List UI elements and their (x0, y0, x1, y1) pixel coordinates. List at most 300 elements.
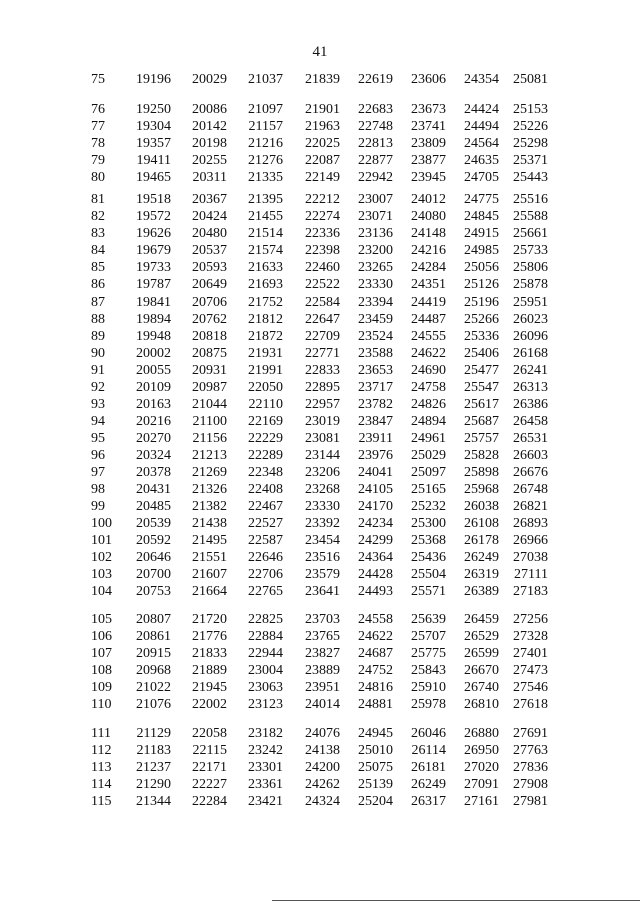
value-cell: 22227 (192, 776, 227, 792)
value-cell: 23782 (358, 397, 393, 412)
value-cell: 21514 (248, 225, 283, 241)
value-cell: 23361 (248, 776, 283, 792)
value-cell: 24622 (411, 345, 446, 361)
value-cell: 24012 (411, 192, 446, 207)
value-cell: 20029 (192, 72, 227, 87)
value-cell: 24555 (411, 328, 446, 344)
value-cell: 22765 (248, 583, 283, 599)
value-cell: 24915 (464, 225, 499, 241)
value-cell: 22825 (248, 612, 283, 627)
value-cell: 22460 (305, 259, 340, 275)
value-cell: 21839 (305, 72, 340, 87)
value-cell: 22002 (192, 696, 227, 712)
value-cell: 22149 (305, 169, 340, 185)
value-cell: 19894 (136, 311, 171, 327)
value-cell: 24080 (411, 208, 446, 224)
value-cell: 20915 (136, 645, 171, 661)
value-cell: 20537 (192, 242, 227, 258)
value-cell: 25029 (411, 447, 446, 463)
value-cell: 21963 (305, 118, 340, 134)
value-cell: 21097 (248, 102, 283, 117)
value-cell: 26740 (464, 679, 499, 695)
row-index-cell: 89 (91, 328, 105, 344)
value-cell: 26241 (513, 362, 548, 378)
value-cell: 22957 (305, 397, 340, 412)
value-cell: 20987 (192, 379, 227, 395)
value-cell: 26458 (513, 413, 548, 429)
value-cell: 22284 (192, 793, 227, 809)
row-index-cell: 115 (91, 793, 112, 809)
value-cell: 26249 (464, 549, 499, 565)
value-cell: 27161 (464, 793, 499, 809)
value-cell: 20378 (136, 464, 171, 480)
value-cell: 24622 (358, 628, 393, 644)
value-cell: 26893 (513, 515, 548, 531)
value-cell: 26108 (464, 515, 499, 531)
value-cell: 21157 (248, 118, 283, 134)
value-cell: 24014 (305, 696, 340, 712)
value-cell: 23606 (411, 72, 446, 87)
value-cell: 21931 (248, 345, 283, 361)
value-cell: 26810 (464, 696, 499, 712)
value-cell: 19841 (136, 295, 171, 310)
value-cell: 20875 (192, 345, 227, 361)
value-cell: 23063 (248, 679, 283, 695)
value-cell: 24961 (411, 430, 446, 446)
value-cell: 21991 (248, 362, 283, 378)
value-cell: 21382 (192, 499, 227, 514)
value-cell: 26319 (464, 566, 499, 582)
value-cell: 23136 (358, 225, 393, 241)
value-cell: 20142 (192, 118, 227, 134)
value-cell: 20324 (136, 447, 171, 463)
value-cell: 23454 (305, 532, 340, 548)
value-cell: 26168 (513, 345, 548, 361)
value-cell: 26531 (513, 430, 548, 446)
value-cell: 25165 (411, 481, 446, 497)
value-cell: 26317 (411, 793, 446, 809)
value-cell: 23392 (305, 515, 340, 531)
value-cell: 21633 (248, 259, 283, 275)
value-cell: 22895 (305, 379, 340, 395)
value-cell: 23877 (411, 152, 446, 168)
value-cell: 21129 (136, 726, 171, 741)
value-cell: 20163 (136, 397, 171, 412)
row-index-cell: 103 (91, 566, 112, 582)
value-cell: 21395 (248, 192, 283, 207)
value-cell: 22646 (248, 549, 283, 565)
value-cell: 19626 (136, 225, 171, 241)
row-index-cell: 81 (91, 192, 105, 207)
row-index-cell: 76 (91, 102, 105, 117)
value-cell: 23516 (305, 549, 340, 565)
value-cell: 27183 (513, 583, 548, 599)
value-cell: 24635 (464, 152, 499, 168)
value-cell: 21872 (248, 328, 283, 344)
value-cell: 24428 (358, 566, 393, 582)
value-cell: 22813 (358, 135, 393, 151)
row-index-cell: 88 (91, 311, 105, 327)
value-cell: 23007 (358, 192, 393, 207)
value-cell: 21901 (305, 102, 340, 117)
value-cell: 26114 (411, 742, 446, 758)
value-cell: 22748 (358, 118, 393, 134)
row-index-cell: 92 (91, 379, 105, 395)
value-cell: 22212 (305, 192, 340, 207)
value-cell: 24494 (464, 118, 499, 134)
value-cell: 21551 (192, 549, 227, 565)
value-cell: 24299 (358, 532, 393, 548)
value-cell: 27328 (513, 628, 548, 644)
value-cell: 22833 (305, 362, 340, 378)
value-cell: 22706 (248, 566, 283, 582)
value-cell: 24845 (464, 208, 499, 224)
row-index-cell: 114 (91, 776, 112, 792)
value-cell: 21693 (248, 276, 283, 292)
value-cell: 22169 (248, 413, 283, 429)
value-cell: 24424 (464, 102, 499, 117)
row-index-cell: 85 (91, 259, 105, 275)
value-cell: 21455 (248, 208, 283, 224)
value-cell: 23809 (411, 135, 446, 151)
value-cell: 19357 (136, 135, 171, 151)
value-cell: 26748 (513, 481, 548, 497)
value-cell: 22467 (248, 499, 283, 514)
value-cell: 21269 (192, 464, 227, 480)
value-cell: 23524 (358, 328, 393, 344)
value-cell: 21237 (136, 759, 171, 775)
value-cell: 23265 (358, 259, 393, 275)
value-cell: 23976 (358, 447, 393, 463)
value-cell: 22058 (192, 726, 227, 741)
value-cell: 25878 (513, 276, 548, 292)
value-cell: 25828 (464, 447, 499, 463)
value-cell: 23330 (305, 499, 340, 514)
value-cell: 20753 (136, 583, 171, 599)
value-cell: 23588 (358, 345, 393, 361)
value-cell: 19250 (136, 102, 171, 117)
value-cell: 22229 (248, 430, 283, 446)
value-cell: 22522 (305, 276, 340, 292)
value-cell: 25733 (513, 242, 548, 258)
value-cell: 25204 (358, 793, 393, 809)
value-cell: 22115 (192, 742, 227, 758)
value-cell: 21812 (248, 311, 283, 327)
row-index-cell: 102 (91, 549, 112, 565)
value-cell: 22587 (248, 532, 283, 548)
value-cell: 19733 (136, 259, 171, 275)
value-cell: 22709 (305, 328, 340, 344)
value-cell: 23394 (358, 295, 393, 310)
value-cell: 25617 (464, 397, 499, 412)
row-index-cell: 108 (91, 662, 112, 678)
value-cell: 26599 (464, 645, 499, 661)
row-index-cell: 83 (91, 225, 105, 241)
value-cell: 24985 (464, 242, 499, 258)
value-cell: 24945 (358, 726, 393, 741)
value-cell: 25547 (464, 379, 499, 395)
value-cell: 25910 (411, 679, 446, 695)
value-cell: 22584 (305, 295, 340, 310)
value-cell: 20216 (136, 413, 171, 429)
row-index-cell: 101 (91, 532, 112, 548)
value-cell: 22647 (305, 311, 340, 327)
value-cell: 20311 (192, 169, 227, 185)
value-cell: 20086 (192, 102, 227, 117)
value-cell: 20931 (192, 362, 227, 378)
value-cell: 24148 (411, 225, 446, 241)
value-cell: 20968 (136, 662, 171, 678)
value-cell: 26023 (513, 311, 548, 327)
value-cell: 24105 (358, 481, 393, 497)
value-cell: 25153 (513, 102, 548, 117)
value-cell: 20424 (192, 208, 227, 224)
value-cell: 25298 (513, 135, 548, 151)
value-cell: 23206 (305, 464, 340, 480)
page-number: 41 (312, 44, 328, 60)
value-cell: 27836 (513, 759, 548, 775)
value-cell: 21607 (192, 566, 227, 582)
value-cell: 23004 (248, 662, 283, 678)
value-cell: 23268 (305, 481, 340, 497)
value-cell: 26181 (411, 759, 446, 775)
value-cell: 25504 (411, 566, 446, 582)
value-cell: 25406 (464, 345, 499, 361)
value-cell: 27401 (513, 645, 548, 661)
value-cell: 25898 (464, 464, 499, 480)
value-cell: 22087 (305, 152, 340, 168)
value-cell: 22110 (248, 397, 283, 412)
value-cell: 25707 (411, 628, 446, 644)
value-cell: 24076 (305, 726, 340, 741)
value-cell: 21276 (248, 152, 283, 168)
value-cell: 27091 (464, 776, 499, 792)
value-cell: 24216 (411, 242, 446, 258)
value-cell: 24041 (358, 464, 393, 480)
row-index-cell: 104 (91, 583, 112, 599)
value-cell: 24690 (411, 362, 446, 378)
value-cell: 26821 (513, 499, 548, 514)
row-index-cell: 77 (91, 118, 105, 134)
value-cell: 22527 (248, 515, 283, 531)
value-cell: 25010 (358, 742, 393, 758)
value-cell: 26046 (411, 726, 446, 741)
value-cell: 24284 (411, 259, 446, 275)
value-cell: 27618 (513, 696, 548, 712)
value-cell: 20480 (192, 225, 227, 241)
value-cell: 26313 (513, 379, 548, 395)
value-cell: 25300 (411, 515, 446, 531)
value-cell: 20649 (192, 276, 227, 292)
value-cell: 21213 (192, 447, 227, 463)
value-cell: 25978 (411, 696, 446, 712)
value-cell: 21833 (192, 645, 227, 661)
value-cell: 25056 (464, 259, 499, 275)
value-cell: 25196 (464, 295, 499, 310)
value-cell: 21335 (248, 169, 283, 185)
value-cell: 26459 (464, 612, 499, 627)
value-cell: 23579 (305, 566, 340, 582)
value-cell: 20002 (136, 345, 171, 361)
value-cell: 21037 (248, 72, 283, 87)
value-cell: 20109 (136, 379, 171, 395)
value-cell: 19465 (136, 169, 171, 185)
value-cell: 26178 (464, 532, 499, 548)
value-cell: 24262 (305, 776, 340, 792)
value-cell: 25571 (411, 583, 446, 599)
value-cell: 20762 (192, 311, 227, 327)
row-index-cell: 98 (91, 481, 105, 497)
row-index-cell: 105 (91, 612, 112, 627)
value-cell: 26950 (464, 742, 499, 758)
value-cell: 27020 (464, 759, 499, 775)
value-cell: 23182 (248, 726, 283, 741)
value-cell: 21945 (192, 679, 227, 695)
value-cell: 26249 (411, 776, 446, 792)
row-index-cell: 96 (91, 447, 105, 463)
value-cell: 21574 (248, 242, 283, 258)
value-cell: 20818 (192, 328, 227, 344)
value-cell: 27038 (513, 549, 548, 565)
value-cell: 24881 (358, 696, 393, 712)
value-cell: 26966 (513, 532, 548, 548)
value-cell: 20431 (136, 481, 171, 497)
value-cell: 23703 (305, 612, 340, 627)
value-cell: 19787 (136, 276, 171, 292)
value-cell: 23459 (358, 311, 393, 327)
value-cell: 20861 (136, 628, 171, 644)
value-cell: 19948 (136, 328, 171, 344)
value-cell: 20592 (136, 532, 171, 548)
row-index-cell: 80 (91, 169, 105, 185)
value-cell: 22025 (305, 135, 340, 151)
value-cell: 24558 (358, 612, 393, 627)
value-cell: 21100 (192, 413, 227, 429)
value-cell: 20255 (192, 152, 227, 168)
value-cell: 20539 (136, 515, 171, 531)
bottom-rule (272, 900, 640, 901)
value-cell: 23889 (305, 662, 340, 678)
row-index-cell: 111 (91, 726, 111, 741)
value-cell: 23741 (411, 118, 446, 134)
value-cell: 24752 (358, 662, 393, 678)
value-cell: 20270 (136, 430, 171, 446)
value-cell: 23019 (305, 413, 340, 429)
value-cell: 22771 (305, 345, 340, 361)
value-cell: 20367 (192, 192, 227, 207)
value-cell: 19679 (136, 242, 171, 258)
value-cell: 21776 (192, 628, 227, 644)
value-cell: 24493 (358, 583, 393, 599)
row-index-cell: 86 (91, 276, 105, 292)
value-cell: 25371 (513, 152, 548, 168)
value-cell: 26386 (513, 397, 548, 412)
value-cell: 24234 (358, 515, 393, 531)
value-cell: 25368 (411, 532, 446, 548)
row-index-cell: 75 (91, 72, 105, 87)
value-cell: 25097 (411, 464, 446, 480)
value-cell: 26038 (464, 499, 499, 514)
row-index-cell: 109 (91, 679, 112, 695)
value-cell: 23641 (305, 583, 340, 599)
value-cell: 27256 (513, 612, 548, 627)
value-cell: 20706 (192, 295, 227, 310)
value-cell: 25757 (464, 430, 499, 446)
value-cell: 25843 (411, 662, 446, 678)
row-index-cell: 82 (91, 208, 105, 224)
value-cell: 22274 (305, 208, 340, 224)
value-cell: 24705 (464, 169, 499, 185)
value-cell: 26096 (513, 328, 548, 344)
value-cell: 23717 (358, 379, 393, 395)
value-cell: 23847 (358, 413, 393, 429)
value-cell: 21438 (192, 515, 227, 531)
value-cell: 25443 (513, 169, 548, 185)
value-cell: 21344 (136, 793, 171, 809)
value-cell: 25588 (513, 208, 548, 224)
value-cell: 20646 (136, 549, 171, 565)
value-cell: 26676 (513, 464, 548, 480)
row-index-cell: 91 (91, 362, 105, 378)
value-cell: 19196 (136, 72, 171, 87)
row-index-cell: 99 (91, 499, 105, 514)
value-cell: 25139 (358, 776, 393, 792)
value-cell: 24775 (464, 192, 499, 207)
value-cell: 24364 (358, 549, 393, 565)
value-cell: 25232 (411, 499, 446, 514)
value-cell: 22050 (248, 379, 283, 395)
row-index-cell: 84 (91, 242, 105, 258)
value-cell: 22171 (192, 759, 227, 775)
value-cell: 24324 (305, 793, 340, 809)
value-cell: 25075 (358, 759, 393, 775)
value-cell: 23765 (305, 628, 340, 644)
value-cell: 20807 (136, 612, 171, 627)
value-cell: 24138 (305, 742, 340, 758)
value-cell: 23673 (411, 102, 446, 117)
value-cell: 24826 (411, 397, 446, 412)
value-cell: 19572 (136, 208, 171, 224)
value-cell: 21495 (192, 532, 227, 548)
value-cell: 25081 (513, 72, 548, 87)
row-index-cell: 79 (91, 152, 105, 168)
row-index-cell: 106 (91, 628, 112, 644)
value-cell: 21156 (192, 430, 227, 446)
value-cell: 19304 (136, 118, 171, 134)
value-cell: 25661 (513, 225, 548, 241)
value-cell: 20198 (192, 135, 227, 151)
value-cell: 27981 (513, 793, 548, 809)
value-cell: 24419 (411, 295, 446, 310)
value-cell: 23653 (358, 362, 393, 378)
value-cell: 25516 (513, 192, 548, 207)
value-cell: 21720 (192, 612, 227, 627)
value-cell: 21044 (192, 397, 227, 412)
value-cell: 22683 (358, 102, 393, 117)
value-cell: 23945 (411, 169, 446, 185)
value-cell: 21664 (192, 583, 227, 599)
value-cell: 20593 (192, 259, 227, 275)
value-cell: 21022 (136, 679, 171, 695)
row-index-cell: 94 (91, 413, 105, 429)
value-cell: 25687 (464, 413, 499, 429)
value-cell: 26670 (464, 662, 499, 678)
row-index-cell: 112 (91, 742, 112, 758)
row-index-cell: 78 (91, 135, 105, 151)
value-cell: 25477 (464, 362, 499, 378)
value-cell: 24170 (358, 499, 393, 514)
value-cell: 25266 (464, 311, 499, 327)
